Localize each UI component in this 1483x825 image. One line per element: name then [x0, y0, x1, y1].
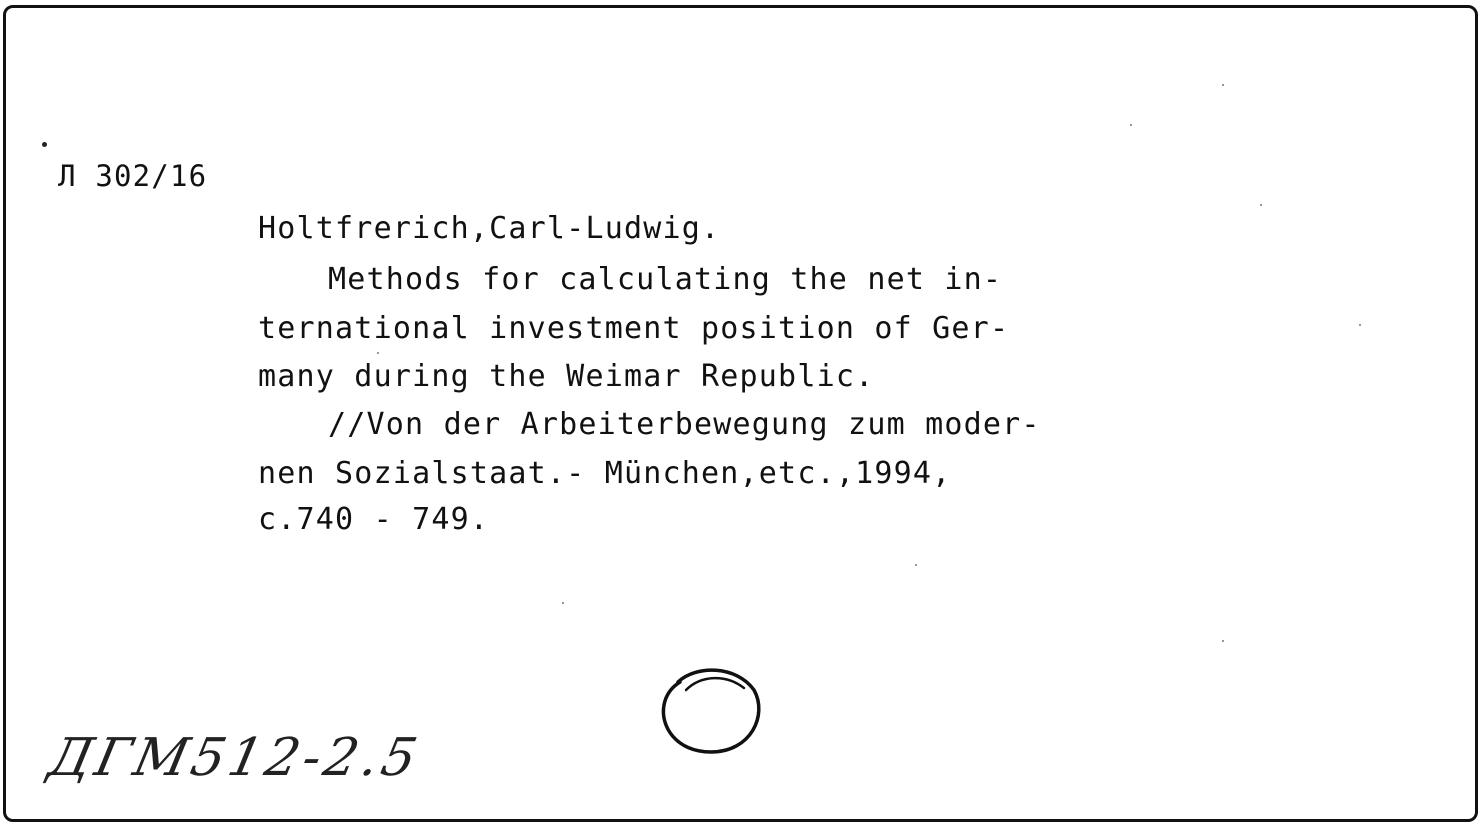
- source-line-3: c.740 - 749.: [258, 502, 490, 537]
- shelfmark: Л 302/16: [58, 159, 208, 193]
- ink-speck: [1260, 204, 1262, 206]
- ink-speck: [1222, 640, 1224, 642]
- ink-speck: [562, 602, 564, 604]
- handwritten-code: ДГМ512-2.5: [43, 728, 426, 788]
- ink-speck: [1222, 84, 1224, 86]
- title-line-3: many during the Weimar Republic.: [258, 359, 875, 394]
- source-line-1: //Von der Arbeiterbewegung zum moder-: [328, 407, 1041, 442]
- punch-hole-icon: [656, 660, 766, 760]
- ink-speck: [377, 352, 379, 354]
- ink-speck: [1130, 124, 1132, 126]
- ink-speck: [1359, 324, 1361, 326]
- ink-speck: [915, 564, 917, 566]
- author-line: Holtfrerich,Carl-Ludwig.: [258, 211, 721, 246]
- ink-speck: [42, 142, 47, 147]
- title-line-2: ternational investment position of Ger-: [258, 311, 1010, 346]
- title-line-1: Methods for calculating the net in-: [328, 262, 1003, 297]
- source-line-2: nen Sozialstaat.- München,etc.,1994,: [258, 456, 952, 491]
